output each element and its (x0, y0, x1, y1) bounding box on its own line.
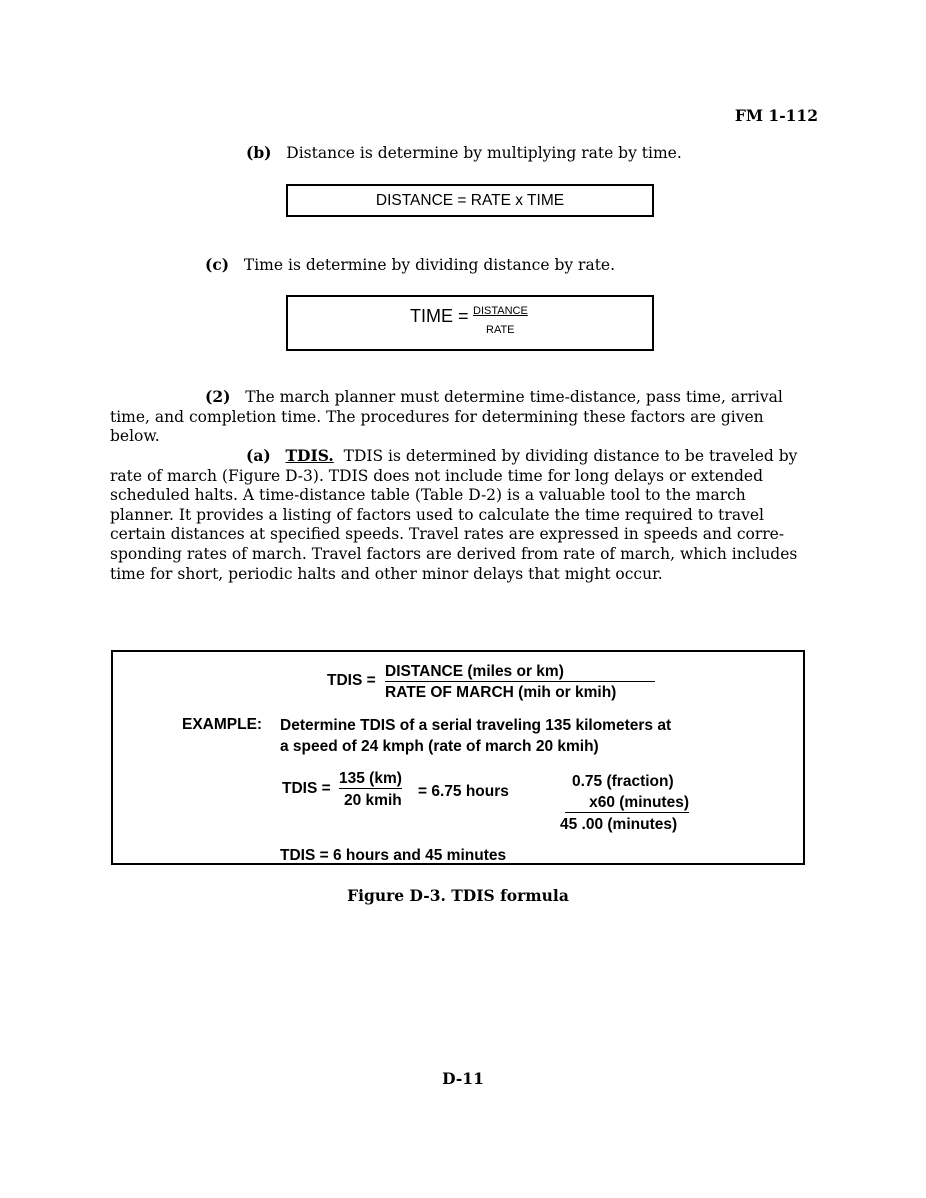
paragraph-a-label: (a) (246, 446, 271, 465)
time-formula-box (286, 295, 654, 351)
time-formula-numerator: DISTANCE (473, 305, 528, 317)
fraction-line2: x60 (minutes) (565, 794, 689, 813)
item-b (246, 143, 682, 162)
fraction-line1: 0.75 (fraction) (572, 773, 674, 790)
example-line1: Determine TDIS of a serial traveling 135 kilometers at (280, 717, 672, 734)
tdis-final-result: TDIS = 6 hours and 45 minutes (280, 847, 507, 864)
time-formula-denominator: RATE (486, 324, 515, 336)
tdis-figure-box (111, 650, 805, 865)
example-label: EXAMPLE: (182, 716, 263, 733)
paragraph-a-heading: TDIS. (285, 446, 334, 465)
paragraph-a-line: rate of march (Figure D-3). TDIS does not include time for long delays or extended (110, 466, 764, 485)
paragraph-a-line: sponding rates of march. Travel factors are derived from rate of march, which includes (110, 544, 798, 563)
fraction-line3: 45 .00 (minutes) (560, 816, 678, 833)
paragraph-2-line2: time, and completion time. The procedures for determining these factors are given below. (110, 407, 764, 446)
calc-lhs: TDIS = (282, 780, 331, 797)
item-c-text: Time is determine by dividing distance by rate. (243, 256, 616, 274)
paragraph-a-line: scheduled halts. A time-distance table (Table D-2) is a valuable tool to the march (110, 486, 746, 505)
paragraph-a-line: certain distances at specified speeds. Travel rates are expressed in speeds and corre- (110, 525, 785, 544)
figure-caption: Figure D-3. TDIS formula (347, 886, 569, 905)
item-b-label: (b) (246, 143, 272, 162)
distance-formula: DISTANCE = RATE x TIME (375, 192, 565, 209)
paragraph-a-line1: TDIS is determined by dividing distance to be traveled by (343, 447, 798, 465)
paragraph-a (110, 446, 815, 584)
calc-result: = 6.75 hours (418, 783, 509, 800)
page-number: D-11 (442, 1069, 484, 1088)
calc-numerator: 135 (km) (339, 770, 402, 787)
item-b-text: Distance is determine by multiplying rate by time. (286, 144, 682, 162)
item-c (205, 255, 615, 274)
tdis-formula-numerator: DISTANCE (miles or km) (385, 663, 655, 682)
paragraph-a-line: time for short, periodic halts and other minor delays that might occur. (110, 564, 663, 583)
tdis-formula-denominator: RATE OF MARCH (mih or kmih) (385, 684, 617, 701)
time-formula-lhs: TIME = (410, 306, 469, 326)
paragraph-2-line1: The march planner must determine time-distance, pass time, arrival (245, 388, 783, 406)
example-line2: a speed of 24 kmph (rate of march 20 kmih) (280, 738, 599, 755)
item-c-label: (c) (205, 255, 230, 274)
paragraph-2 (110, 387, 815, 447)
page-header: FM 1-112 (734, 106, 818, 125)
calc-denominator: 20 kmih (344, 792, 402, 809)
paragraph-a-line: planner. It provides a listing of factors used to calculate the time required to travel (110, 505, 764, 524)
tdis-formula-lhs: TDIS = (327, 672, 376, 689)
distance-formula-box (286, 184, 654, 217)
paragraph-2-label: (2) (205, 387, 231, 406)
